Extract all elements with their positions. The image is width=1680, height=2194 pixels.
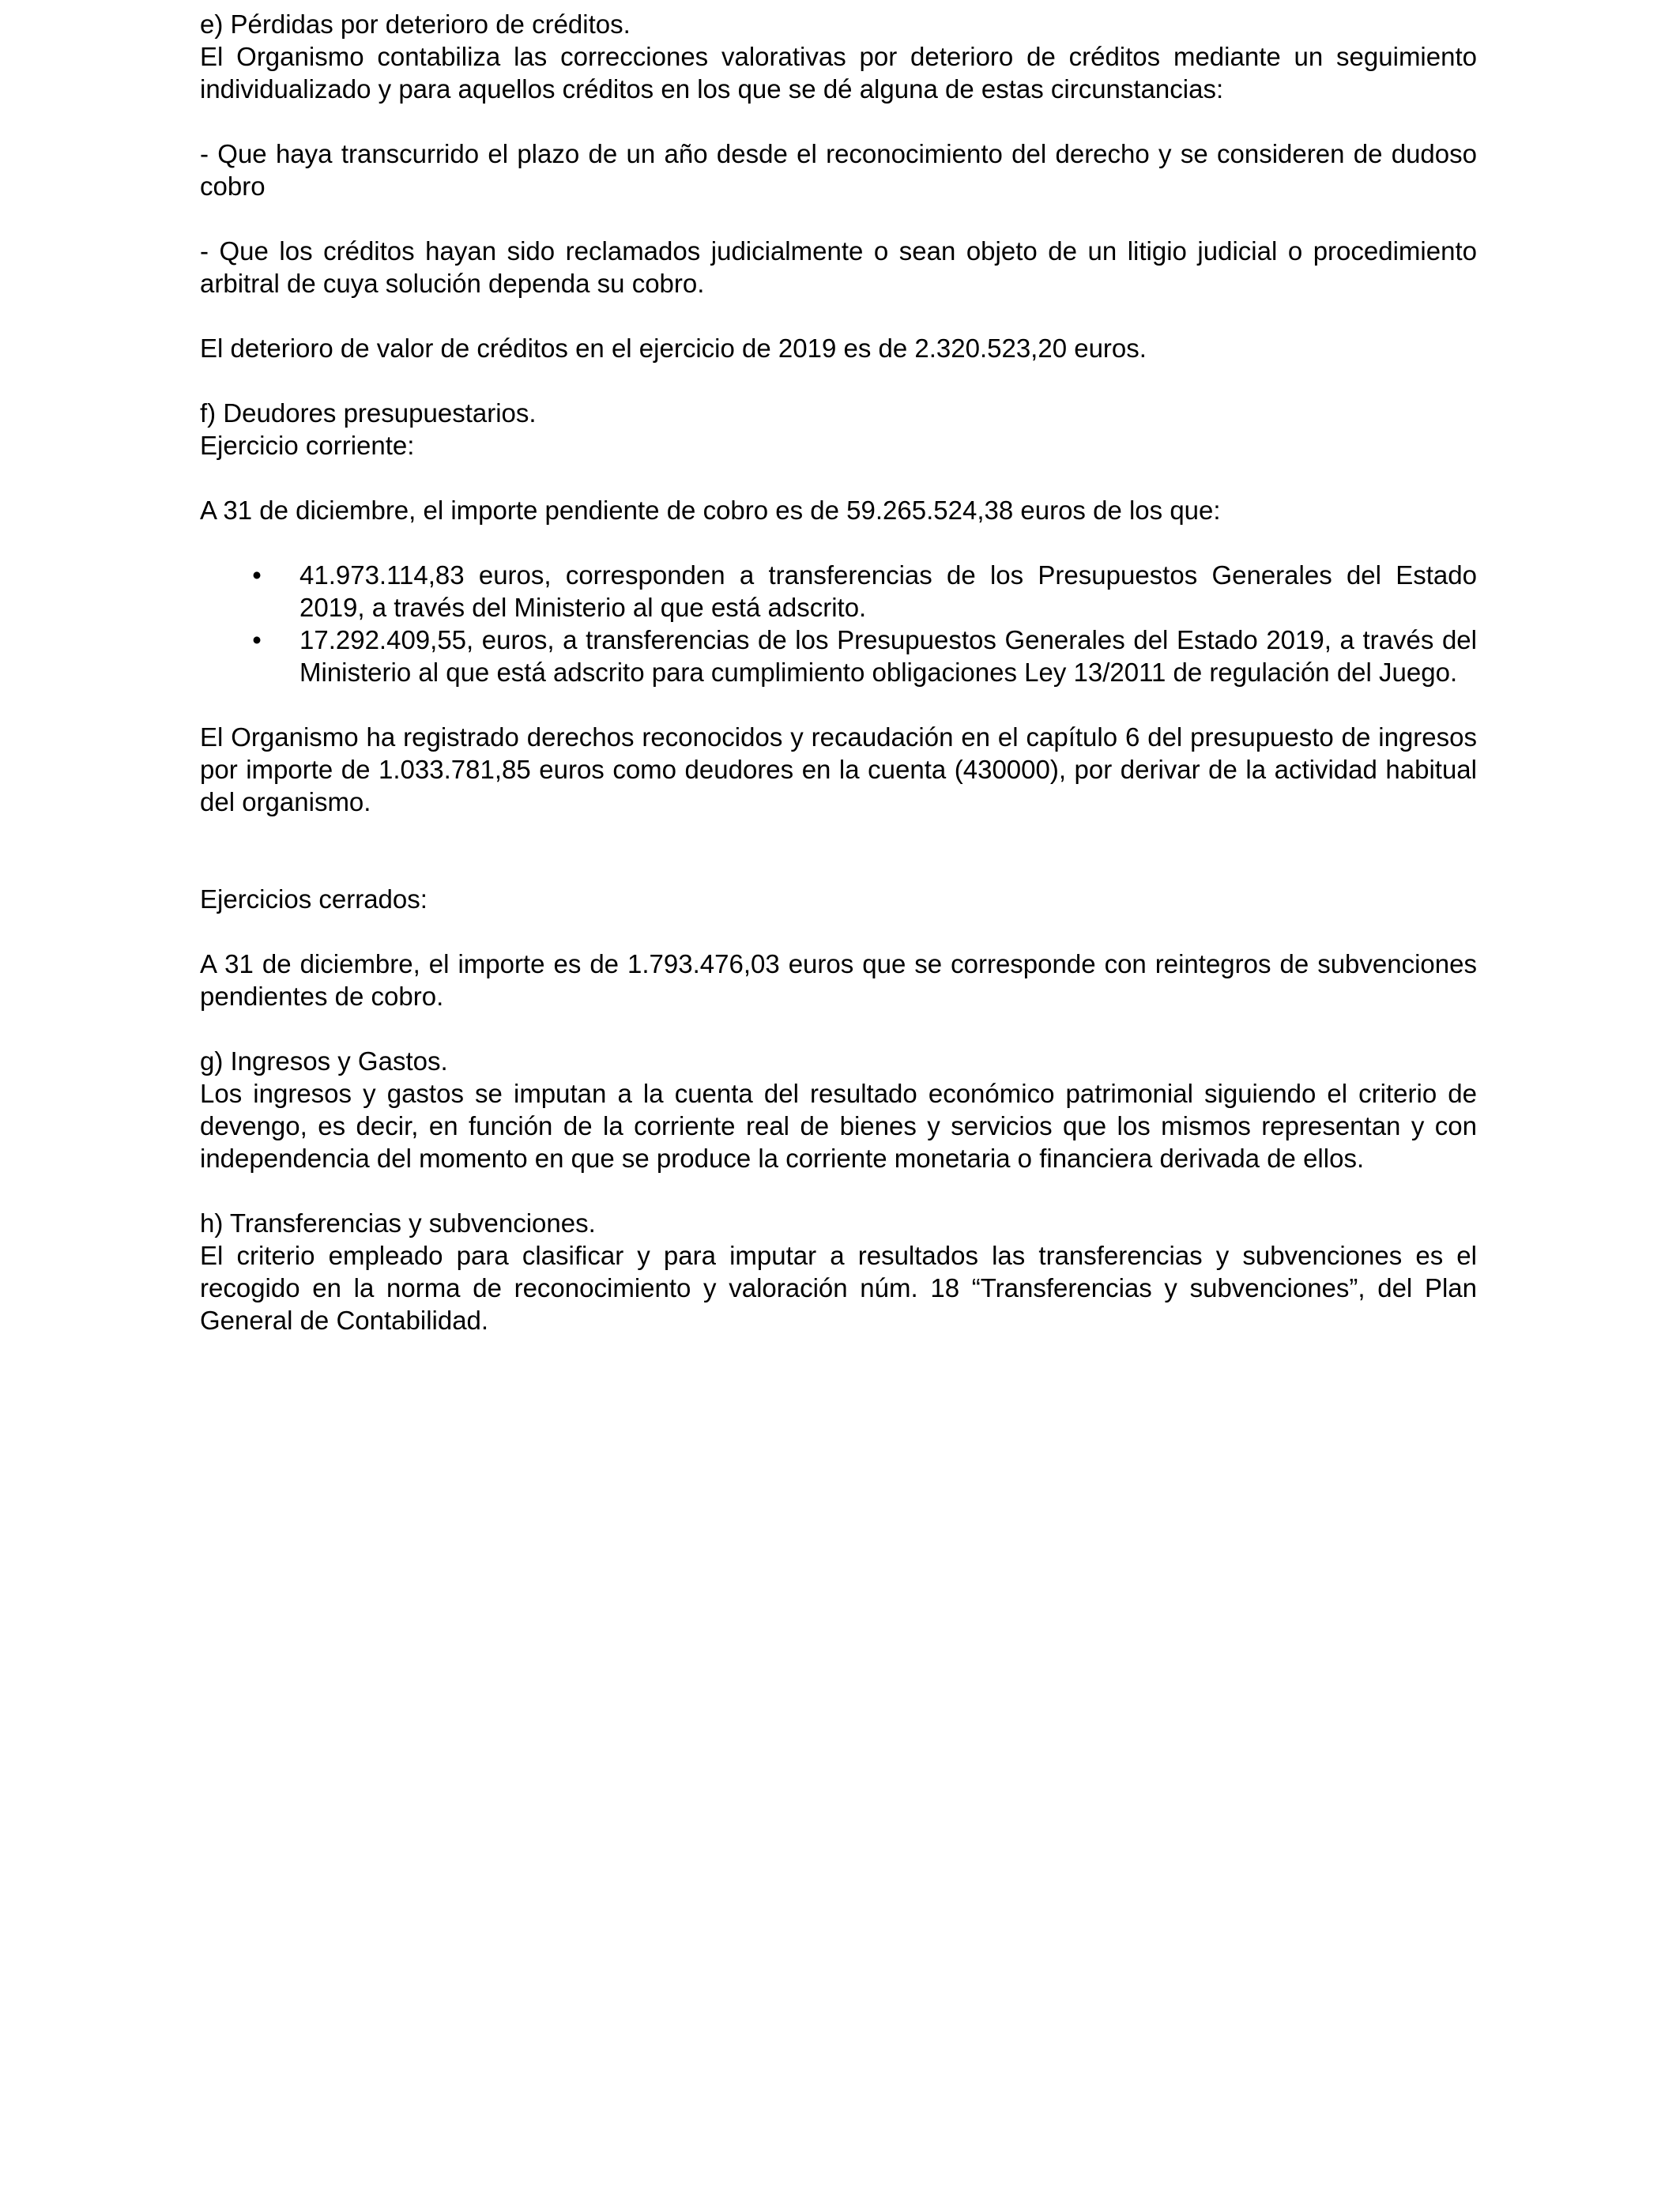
bullet-icon: • bbox=[252, 625, 262, 654]
spacer bbox=[200, 364, 1477, 397]
closed-years-text: A 31 de diciembre, el importe es de 1.793.476,03 euros que se corresponde con reintegros de subvenciones pendientes de cobro. bbox=[200, 949, 1477, 1011]
spacer bbox=[200, 105, 1477, 138]
condition-2: - Que los créditos hayan sido reclamados judicialmente o sean objeto de un litigio judicial o procedimiento arbitral de cuya solución dependa su cobro. bbox=[200, 236, 1477, 298]
current-year-label: Ejercicio corriente: bbox=[200, 431, 415, 460]
spacer bbox=[200, 688, 1477, 721]
list-item-text: 17.292.409,55, euros, a transferencias de los Presupuestos Generales del Estado 2019, a través del Ministerio al que está adscrito para cumplimiento obligaciones Ley 13/2011 de regulación del Juego. bbox=[299, 625, 1477, 687]
pending-intro: A 31 de diciembre, el importe pendiente de cobro es de 59.265.524,38 euros de los que: bbox=[200, 496, 1221, 525]
document-page bbox=[200, 8, 1477, 1336]
spacer bbox=[200, 462, 1477, 494]
condition-1: - Que haya transcurrido el plazo de un año desde el reconocimiento del derecho y se consideren de dudoso cobro bbox=[200, 139, 1477, 201]
section-h-heading: h) Transferencias y subvenciones. bbox=[200, 1208, 596, 1238]
section-g-text: Los ingresos y gastos se imputan a la cuenta del resultado económico patrimonial siguiendo el criterio de devengo, es decir, en función de la corriente real de bienes y servicios que los mismos representan y con independencia del momento en que se produce la corriente monetaria o financiera derivada de ellos. bbox=[200, 1079, 1477, 1173]
closed-years-label: Ejercicios cerrados: bbox=[200, 884, 428, 914]
section-e-intro: El Organismo contabiliza las correcciones valorativas por deterioro de créditos mediante un seguimiento individualizado y para aquellos créditos en los que se dé alguna de estas circunstancias: bbox=[200, 42, 1477, 104]
spacer bbox=[200, 202, 1477, 235]
list-item bbox=[200, 559, 1477, 624]
spacer bbox=[200, 526, 1477, 559]
spacer bbox=[200, 1174, 1477, 1207]
chapter-6-text: El Organismo ha registrado derechos reconocidos y recaudación en el capítulo 6 del presupuesto de ingresos por importe de 1.033.781,85 euros como deudores en la cuenta (430000), por derivar de la actividad habitual del organismo. bbox=[200, 722, 1477, 816]
bullet-icon: • bbox=[252, 560, 262, 590]
impairment-text: El deterioro de valor de créditos en el ejercicio de 2019 es de 2.320.523,20 euros. bbox=[200, 334, 1147, 363]
spacer bbox=[200, 1012, 1477, 1045]
pending-list bbox=[200, 559, 1477, 688]
list-item bbox=[200, 624, 1477, 688]
section-g-heading: g) Ingresos y Gastos. bbox=[200, 1046, 448, 1076]
spacer bbox=[200, 915, 1477, 948]
spacer bbox=[200, 818, 1477, 883]
list-item-text: 41.973.114,83 euros, corresponden a transferencias de los Presupuestos Generales del Estado 2019, a través del Ministerio al que está adscrito. bbox=[299, 560, 1477, 622]
section-f-heading: f) Deudores presupuestarios. bbox=[200, 398, 537, 428]
section-e-heading: e) Pérdidas por deterioro de créditos. bbox=[200, 9, 631, 39]
section-h-text: El criterio empleado para clasificar y para imputar a resultados las transferencias y subvenciones es el recogido en la norma de reconocimiento y valoración núm. 18 “Transferencias y subvenciones”, del Plan General de Contabilidad. bbox=[200, 1241, 1477, 1335]
spacer bbox=[200, 300, 1477, 332]
